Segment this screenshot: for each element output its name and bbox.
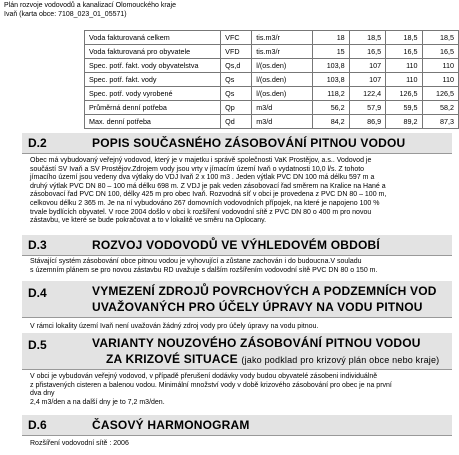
text-line: celkovou délku 2 365 m. Je na ní vybudováno 267 domovních vodovodních přípojek, na které je napojeno 100 %: [30, 199, 380, 207]
table-row: [85, 31, 459, 45]
row-unit: m3/d: [252, 115, 313, 129]
row-value: 110: [422, 73, 458, 87]
row-value: 107: [349, 59, 385, 73]
row-unit: l/(os.den): [252, 73, 313, 87]
text-line: zásobovací řad PVC DN 100, délky 425 m pro obec Ivaň. Rozvodná síť v obci je provedena z PVC DN 80 – 100 m,: [30, 191, 387, 199]
row-symbol: Qs: [221, 73, 252, 87]
row-symbol: Qs: [221, 87, 252, 101]
row-value: 59,5: [386, 101, 422, 115]
row-value: 87,3: [422, 115, 458, 129]
row-symbol: Qp: [221, 101, 252, 115]
text-line: Rozšíření vodovodní sítě : 2006: [30, 440, 129, 447]
row-label: Spec. potř. vody vyrobené: [85, 87, 221, 101]
row-value: 15: [313, 45, 349, 59]
row-value: 18,5: [422, 31, 458, 45]
text-line: Obec má vybudovaný veřejný vodovod, který je v majetku i správě společnosti VaK Prostějov, a.s.. Vodovod je: [30, 157, 372, 164]
row-value: 126,5: [386, 87, 422, 101]
text-line: 2,4 m3/den a na další dny je to 7,2 m3/den.: [30, 398, 165, 406]
section-d5-text: [30, 373, 450, 407]
row-label: Voda fakturovaná pro obyvatele: [85, 45, 221, 59]
text-line: jímacího území jsou vedeny dva výtlaky do VDJ Ivaň 2 x 100 m3 . Jeden výtlak PVC DN 100 má délku 597 m a: [30, 174, 375, 182]
row-symbol: Qs,d: [221, 59, 252, 73]
header-line-2: Ivaň (karta obce: 7108_023_01_05571): [4, 11, 127, 18]
section-d6-text: [30, 440, 450, 449]
section-number: D.3: [28, 238, 47, 252]
text-line: zástavbu, ve které se bude pokračovat a to v lokalitě ve směru na Oplocany.: [30, 217, 267, 225]
water-demand-table: [84, 30, 459, 129]
row-symbol: Qd: [221, 115, 252, 129]
row-unit: tis.m3/r: [252, 31, 313, 45]
row-unit: m3/d: [252, 101, 313, 115]
section-d3-heading: [22, 235, 452, 256]
row-value: 84,2: [313, 115, 349, 129]
table-row: [85, 115, 459, 129]
text-line: Stávající systém zásobování obce pitnou vodou je vyhovující a zůstane zachován i do budoucna.V souladu: [30, 258, 362, 265]
row-value: 16,5: [386, 45, 422, 59]
row-label: Voda fakturovaná celkem: [85, 31, 221, 45]
section-d5-heading: [22, 333, 452, 370]
row-label: Max. denní potřeba: [85, 115, 221, 129]
section-title: POPIS SOUČASNÉHO ZÁSOBOVÁNÍ PITNOU VODOU: [92, 136, 406, 150]
table-row: [85, 73, 459, 87]
row-value: 16,5: [349, 45, 385, 59]
row-value: 122,4: [349, 87, 385, 101]
row-value: 107: [349, 73, 385, 87]
row-value: 58,2: [422, 101, 458, 115]
section-number: D.6: [28, 418, 47, 432]
section-title: ČASOVÝ HARMONOGRAM: [92, 418, 250, 432]
row-value: 126,5: [422, 87, 458, 101]
section-d3-text: [30, 258, 450, 275]
section-title-line-2: [106, 352, 439, 366]
row-unit: l/(os.den): [252, 59, 313, 73]
section-title-line-1: VYMEZENÍ ZDROJŮ POVRCHOVÝCH A PODZEMNÍCH VOD: [92, 284, 437, 298]
section-d6-heading: [22, 415, 452, 436]
section-title: ROZVOJ VODOVODŮ VE VÝHLEDOVÉM OBDOBÍ: [92, 238, 380, 252]
section-note: (jako podklad pro krizový plán obce nebo kraje): [241, 355, 440, 365]
row-label: Spec. potř. fakt. vody obyvatelstva: [85, 59, 221, 73]
section-d2-text: [30, 157, 450, 226]
row-value: 118,2: [313, 87, 349, 101]
header-line-1: Plán rozvoje vodovodů a kanalizací Olomouckého kraje: [4, 2, 176, 9]
text-line: z přistavených cisteren a balenou vodou. Minimální množství vody v době krizového zásobování pro obec je na první: [30, 381, 392, 389]
row-value: 103,8: [313, 59, 349, 73]
table-row: [85, 87, 459, 101]
text-line: V rámci lokality území Ivaň není uvažován žádný zdroj vody pro účely úpravy na vodu pitnou.: [30, 323, 319, 330]
row-value: 86,9: [349, 115, 385, 129]
row-value: 110: [386, 73, 422, 87]
section-number: D.2: [28, 136, 47, 150]
row-symbol: VFD: [221, 45, 252, 59]
row-label: Průměrná denní potřeba: [85, 101, 221, 115]
text-line: trvale bydlících obyvatel. V roce 2004 došlo v obci k rozšíření vodovodní sítě z PVC DN 80 o 400 m pro novou: [30, 208, 372, 216]
row-value: 103,8: [313, 73, 349, 87]
table-row: [85, 45, 459, 59]
row-value: 18,5: [349, 31, 385, 45]
row-value: 16,5: [422, 45, 458, 59]
row-value: 56,2: [313, 101, 349, 115]
row-label: Spec. potř. fakt. vody: [85, 73, 221, 87]
section-d4-heading: [22, 281, 452, 318]
row-value: 18,5: [386, 31, 422, 45]
row-unit: l/(os.den): [252, 87, 313, 101]
row-value: 18: [313, 31, 349, 45]
row-value: 89,2: [386, 115, 422, 129]
table-row: [85, 59, 459, 73]
section-number: D.4: [28, 286, 47, 300]
section-title-text: ZA KRIZOVÉ SITUACE: [106, 352, 238, 366]
text-line: V obci je vybudován veřejný vodovod, v případě přerušení dodávky vody budou obyvatelé zásobeni individuálně: [30, 373, 378, 380]
text-line: druhý výtlak PVC DN 80 – 100 má délku 698 m. Z VDJ je pak veden zásobovací řad směrem na Kralice na Hané a: [30, 182, 386, 190]
document-header: [4, 1, 176, 19]
section-d4-text: [30, 323, 450, 332]
row-value: 110: [386, 59, 422, 73]
section-number: D.5: [28, 338, 47, 352]
text-line: dva dny: [30, 390, 55, 398]
section-d2-heading: [22, 133, 452, 154]
row-value: 110: [422, 59, 458, 73]
row-symbol: VFC: [221, 31, 252, 45]
section-title-line-2: UVAŽOVANÝCH PRO ÚČELY ÚPRAVY NA VODU PITNOU: [92, 300, 423, 314]
table-row: [85, 101, 459, 115]
text-line: s územním plánem se pro novou zástavbu RD uvažuje s dalším rozšířením vodovodní sítě PVC DN 80 o 150 m.: [30, 266, 378, 274]
row-value: 57,9: [349, 101, 385, 115]
section-title-line-1: VARIANTY NOUZOVÉHO ZÁSOBOVÁNÍ PITNOU VODOU: [92, 336, 421, 350]
text-line: součástí SV Ivaň a SV Prostějov.Zdrojem vody jsou vrty v jímacím území Ivaň o vydatnosti 10,0 l/s. Z tohoto: [30, 165, 365, 173]
row-unit: tis.m3/r: [252, 45, 313, 59]
